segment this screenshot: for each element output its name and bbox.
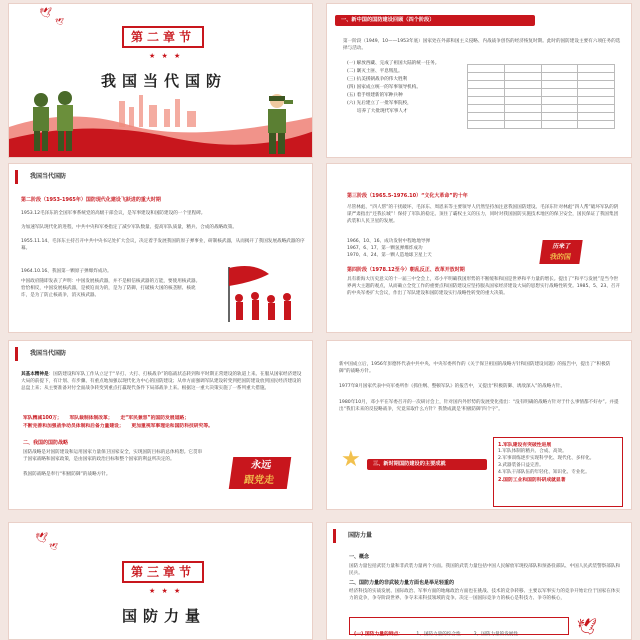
slogan-stamp [229, 457, 291, 489]
paragraph: 1955.11.14、毛泽东主持召开中共中央书记处扩大会议，决定着手发展我国的原子弹事业，研制核武器，从而揭开了我国发展战略武器的序幕。 [21, 239, 305, 251]
list-item: 3.武器装备日益完善。 [498, 463, 544, 468]
dove-icon: 🕊 [49, 543, 58, 551]
list-item: 1967、6、17、第一颗氢弹爆炸成功 [347, 246, 423, 251]
flag-soldiers-illustration [209, 262, 304, 327]
list-item: 培养了大批现代军事人才 [357, 109, 408, 114]
list-item: (六) 先后建立了一批军事院校， [347, 101, 412, 106]
list-item: 4.军队干部队伍的年轻化、知识化、专业化。 [498, 470, 590, 475]
list-item: 1966、10、16、成功发射中程地地导弹 [347, 239, 431, 244]
paragraph: 我国防战略是奉行“积极防御”的战略方针。 [23, 472, 111, 477]
slide-chapter-3[interactable] [8, 522, 313, 640]
star-icon: ★ [341, 447, 361, 472]
box-title: 1.军队建设有突破性进展 [498, 443, 552, 448]
paragraph [21, 371, 303, 392]
star-divider-icon: ★ ★ ★ [149, 52, 183, 60]
paragraph: 国防战略是对国防建设和运用国家力量保卫国家安全，实现国防目标的总体构想。它贯串于国家战略和国家政策，是由国家的政治目标和整个国家的利益所决定的。 [23, 450, 203, 462]
slogan-stamp [539, 240, 582, 264]
list-item: 2、国防力量的发展性 [473, 632, 518, 637]
slide-defense-power[interactable] [326, 522, 632, 640]
paragraph: 1953.12毛泽东的全国军事系统党的高级干部会议，是军事建设和国防建设的一个里程碑。 [21, 211, 206, 216]
paragraph: 中国政府随即发表了声明：中国发展核武器，并不是相信核武器的万能，要使用核武器。恰恰相反，中国发展核武器，是被迫而为的，是为了防御，打破核大国的核垄断、核讹诈，是为了防止核战争，消灭核武器。 [21, 279, 201, 298]
section-banner: 三、新时期国防建设的主要成就 [367, 459, 487, 470]
chapter-title: 我国当代国防 [100, 72, 227, 90]
sub-heading: 二、国防力量的非武装力量方面也是举足轻重的 [349, 580, 455, 586]
slide-active-defense[interactable] [326, 340, 632, 510]
features-box [349, 617, 569, 635]
chapter-label: 第二章节 [122, 26, 204, 48]
stamp-line: 我的国 [549, 253, 572, 261]
section-banner: 一、新中国的国防建设回顾（四个阶段） [335, 15, 535, 26]
slide-defense-review[interactable] [326, 3, 632, 158]
list-item: (五) 着手组建新的军种兵种 [347, 93, 403, 98]
paragraph: 经济科技的实战发展、国际政治、军事方面的地缘政治方面也在挑战、技术的竞争转移、主要以军事实力的竞争开始让位于国家在体实力的竞争，争夺阶段世界、争夺未来科技领域的竞争。决定一国国际竞争力的核心是科技力、争夺的核心， [349, 589, 621, 601]
slide-chapter-2[interactable] [8, 3, 313, 158]
paragraph: 1980年10月，邓小平在军委召开的一次研讨会上，针对国内外形势的发展变化指出：“没有明确的战略方针对于什么事情都不好办”。并提出“我们未来的反侵略战争，究竟采取什么方针？我赞成就是‘积极防御’四个字”。 [339, 400, 619, 412]
stamp-line: 历来了 [552, 243, 572, 250]
paragraph: 国防力量包括武装力量和非武装力量两个方面。我国的武装力量包括中国人民解放军现役部队和预备役部队、中国人民武装警察部队和民兵。 [349, 564, 621, 576]
paragraph: 为加速军队现代化的进程，中共中央和军委指定了减少军队数量、提高军队质量，精兵、合成的战略政策。 [21, 225, 237, 230]
list-item: 2.军事训练逐步实现科学化、现代化、多样化。 [498, 456, 595, 461]
box-title: (一) 国防力量的特点： [354, 632, 404, 637]
paragraph: 具有新海大历史意义的十一届三中全会上，邓小平明确我国形势的不断缓和和国是世界和平力量的增长。提出了“和平与发展”是当今世界两大主题的观点，从而确立全党工作的重要点和国防建设应坚持服从国家经济建设大局的思想实行战略性转变。1985、5、23、召开的中央军委扩大会议，作出了军队建设和国防建设实行战略性转变的重大决策。 [347, 277, 621, 296]
paragraph: 尽管林彪、“四人帮”的干扰破坏，毛泽东、周恩来等主要领导人仍然坚持加注意我国国防建设。毛泽东针对林彪“四人帮”破坏军队的阴谋严肃指出“还我长城”！保持了军队的稳定。顶住了霸权主义的压力，同时对我国国防实施技术地区的保卫安全，国民保证了我国集团武装和人民卫星的发展。 [347, 205, 619, 224]
list-item: (二) 剿灭土匪、平息叛乱。 [347, 69, 403, 74]
star-divider-icon: ★ ★ ★ [149, 587, 183, 595]
list-item: 走“军民兼容”的国防发展道路； [120, 416, 189, 421]
lead-text: ：国防建设和军队工作从立足于“早打、大打、打核战争”的临战状态转到和平时期正常建设的轨道上来。在服从国家经济建设大局的前提下，有计划、有步骤、有重点地加强以现代化为中心的国防建设；从单方面强调军队建设转变到把国防建设放到国民经济建设的总盘上来；从主要准备对付全面战争转变到重点打赢现代条件下局部战争上来。根据这一重大决策实施了一系列重大措施。 [21, 372, 302, 391]
box-footer: 2.国防工业和国防科研成就显著 [498, 478, 566, 483]
stamp-line: 跟党走 [243, 475, 275, 486]
event-list [347, 238, 547, 259]
chapter-title: 国防力量 [121, 607, 206, 625]
list-item: 军队精减100万； [23, 416, 62, 421]
list-item: (四) 国家成立统一的军事领导机构。 [347, 85, 421, 90]
dove-icon: 🕊 [577, 617, 598, 636]
slide-phase-3-4[interactable] [326, 163, 632, 333]
list-item: 不断完善和加强战争动员体制和后备力量建设； [23, 424, 124, 429]
intro-text: 第一阶段（1949、10——1953年底）国家处在外部和国主义侵略、内战战争创伤的经济恢复时期。此时的国防建设主要有六项任务的选择与活动。 [343, 39, 621, 51]
achievement-box [493, 437, 623, 507]
slide-basic-spirit[interactable] [8, 340, 313, 510]
sub-heading: 二、我国的国防战略 [23, 440, 69, 446]
paragraph: 新中国成立后，1956年彭德怀代表中共中央、中央军委所作的《关于保卫祖国的战略方针和国防建设问题》的报告中，提出了“积极防御”的战略方针。 [339, 362, 611, 374]
chapter-label: 第三章节 [122, 561, 204, 583]
data-table [467, 64, 615, 129]
list-item: 1、国防力量的综合性 [416, 632, 461, 637]
stamp-line: 永远 [250, 460, 272, 471]
phase-heading: 第三阶段（1965.5-1976.10）“文化大革命”的十年 [347, 193, 468, 199]
phase-heading: 第四阶段（1978.12至今）朝乱反正、改革开放时期 [347, 267, 465, 273]
list-item: 1.军队体制的精兵、合成、高效。 [498, 449, 567, 454]
saluting-soldier-illustration [259, 92, 295, 156]
slide-tag: 我国当代国防 [15, 347, 72, 361]
list-item: 军队裁制体制改革； [69, 416, 113, 421]
dove-icon: 🕊 [55, 18, 64, 26]
phase-heading: 第二阶段（1953-1965年）国防现代化建设飞跃进的重大时期 [21, 197, 161, 203]
list-item: 更加重视军事理论和国防科技研究等。 [131, 424, 213, 429]
slide-phase-2[interactable] [8, 163, 313, 333]
paragraph: 1964.10.16、我国第一颗原子弹爆炸成功。 [21, 269, 112, 274]
soldiers-illustration [23, 90, 83, 154]
list-item: 1970、4、24、第一颗人造地球卫星上天 [347, 253, 432, 258]
lead-label: 其基本精神是 [21, 372, 49, 377]
task-list [347, 60, 447, 116]
list-item: (一) 解放西藏、完成了祖国大陆的统一任务。 [347, 61, 440, 66]
slide-tag: 我国当代国防 [15, 170, 72, 184]
paragraph: 1977年8月国家代表中央军委所作《抓住纲、整顿军队》的报告中，又提出“积极防御、诱敌深入”的战略方针。 [339, 384, 566, 389]
measure-list [23, 415, 303, 431]
list-item: (三) 抗美援朝战争的伟大胜利 [347, 77, 408, 82]
dove-icon: 🕊 [35, 533, 48, 544]
dove-icon: 🕊 [39, 8, 52, 19]
slide-tag: 国防力量 [333, 529, 378, 543]
sub-heading: 一、概念 [349, 554, 370, 560]
